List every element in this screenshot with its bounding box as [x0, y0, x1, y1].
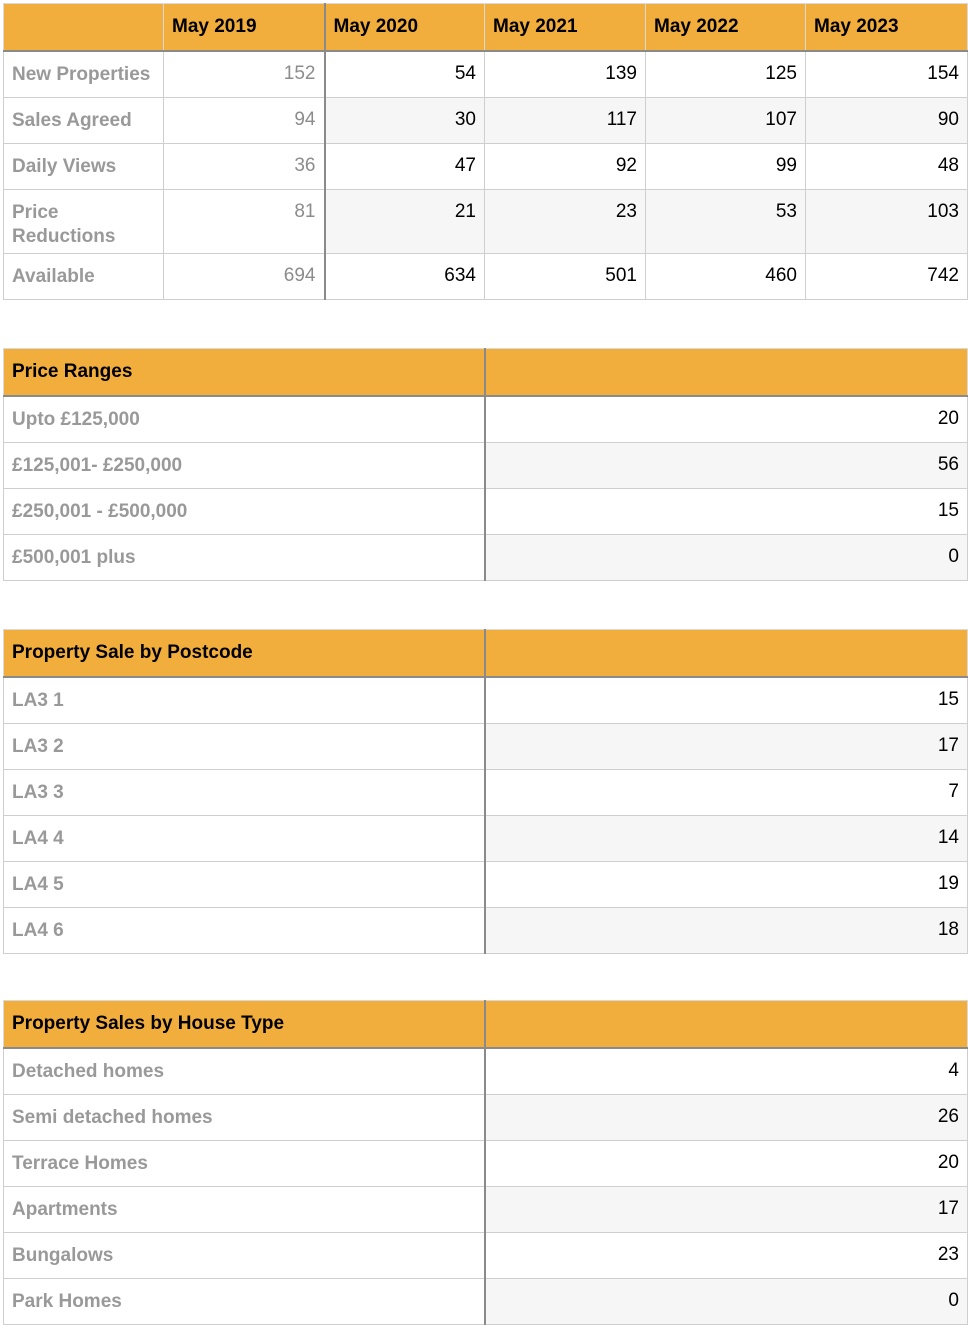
price-ranges-table — [3, 348, 968, 581]
cell-value: 154 — [806, 51, 968, 98]
row-label: Upto £125,000 — [4, 396, 485, 443]
row-label: Apartments — [4, 1187, 485, 1233]
year-header: May 2023 — [806, 4, 968, 52]
row-label: £500,001 plus — [4, 535, 485, 581]
cell-value: 30 — [325, 98, 485, 144]
row-label: LA3 2 — [4, 724, 485, 770]
table-row — [4, 1141, 968, 1187]
cell-value: 634 — [325, 254, 485, 300]
year-header: May 2021 — [485, 4, 646, 52]
row-label: £125,001- £250,000 — [4, 443, 485, 489]
row-label: Detached homes — [4, 1048, 485, 1095]
row-label: Daily Views — [4, 144, 164, 190]
header-blank-cell — [485, 630, 968, 678]
row-label: Available — [4, 254, 164, 300]
cell-value: 92 — [485, 144, 646, 190]
cell-value: 48 — [806, 144, 968, 190]
row-label: LA4 6 — [4, 908, 485, 954]
cell-value: 14 — [485, 816, 968, 862]
house-type-table — [3, 1000, 968, 1325]
cell-value: 152 — [164, 51, 325, 98]
cell-value: 53 — [646, 190, 806, 254]
stats-corner-cell — [4, 4, 164, 52]
table-row — [4, 144, 968, 190]
table-title: Property Sales by House Type — [4, 1001, 485, 1049]
row-label: Sales Agreed — [4, 98, 164, 144]
row-label: LA4 4 — [4, 816, 485, 862]
table-row — [4, 1048, 968, 1095]
cell-value: 94 — [164, 98, 325, 144]
cell-value: 742 — [806, 254, 968, 300]
cell-value: 0 — [485, 535, 968, 581]
cell-value: 460 — [646, 254, 806, 300]
row-label: Bungalows — [4, 1233, 485, 1279]
cell-value: 23 — [485, 1233, 968, 1279]
cell-value: 17 — [485, 724, 968, 770]
cell-value: 7 — [485, 770, 968, 816]
cell-value: 139 — [485, 51, 646, 98]
table-header-row — [4, 1001, 968, 1049]
cell-value: 694 — [164, 254, 325, 300]
stats-header-row — [4, 4, 968, 52]
table-row — [4, 535, 968, 581]
cell-value: 20 — [485, 1141, 968, 1187]
row-label: Park Homes — [4, 1279, 485, 1325]
table-title: Price Ranges — [4, 349, 485, 397]
table-header-row — [4, 630, 968, 678]
year-header: May 2019 — [164, 4, 325, 52]
cell-value: 103 — [806, 190, 968, 254]
cell-value: 56 — [485, 443, 968, 489]
row-label: Price Reductions — [4, 190, 164, 254]
row-label: Terrace Homes — [4, 1141, 485, 1187]
table-row — [4, 190, 968, 254]
cell-value: 21 — [325, 190, 485, 254]
table-row — [4, 1279, 968, 1325]
table-row — [4, 724, 968, 770]
table-row — [4, 489, 968, 535]
cell-value: 18 — [485, 908, 968, 954]
postcode-table — [3, 629, 968, 954]
table-row — [4, 1233, 968, 1279]
table-row — [4, 908, 968, 954]
cell-value: 81 — [164, 190, 325, 254]
cell-value: 107 — [646, 98, 806, 144]
cell-value: 15 — [485, 489, 968, 535]
table-row — [4, 51, 968, 98]
row-label: LA3 1 — [4, 677, 485, 724]
table-title: Property Sale by Postcode — [4, 630, 485, 678]
row-label: Semi detached homes — [4, 1095, 485, 1141]
cell-value: 19 — [485, 862, 968, 908]
year-header: May 2020 — [325, 4, 485, 52]
cell-value: 54 — [325, 51, 485, 98]
table-row — [4, 770, 968, 816]
cell-value: 501 — [485, 254, 646, 300]
cell-value: 117 — [485, 98, 646, 144]
cell-value: 26 — [485, 1095, 968, 1141]
cell-value: 4 — [485, 1048, 968, 1095]
row-label: New Properties — [4, 51, 164, 98]
table-row — [4, 443, 968, 489]
header-blank-cell — [485, 1001, 968, 1049]
table-row — [4, 862, 968, 908]
row-label: LA3 3 — [4, 770, 485, 816]
year-header: May 2022 — [646, 4, 806, 52]
table-row — [4, 254, 968, 300]
table-row — [4, 1095, 968, 1141]
cell-value: 47 — [325, 144, 485, 190]
table-header-row — [4, 349, 968, 397]
yearly-stats-table — [3, 3, 968, 300]
cell-value: 15 — [485, 677, 968, 724]
cell-value: 125 — [646, 51, 806, 98]
table-row — [4, 816, 968, 862]
cell-value: 90 — [806, 98, 968, 144]
cell-value: 23 — [485, 190, 646, 254]
header-blank-cell — [485, 349, 968, 397]
cell-value: 17 — [485, 1187, 968, 1233]
table-row — [4, 396, 968, 443]
table-row — [4, 98, 968, 144]
cell-value: 36 — [164, 144, 325, 190]
row-label: £250,001 - £500,000 — [4, 489, 485, 535]
cell-value: 20 — [485, 396, 968, 443]
table-row — [4, 1187, 968, 1233]
cell-value: 0 — [485, 1279, 968, 1325]
table-row — [4, 677, 968, 724]
cell-value: 99 — [646, 144, 806, 190]
row-label: LA4 5 — [4, 862, 485, 908]
